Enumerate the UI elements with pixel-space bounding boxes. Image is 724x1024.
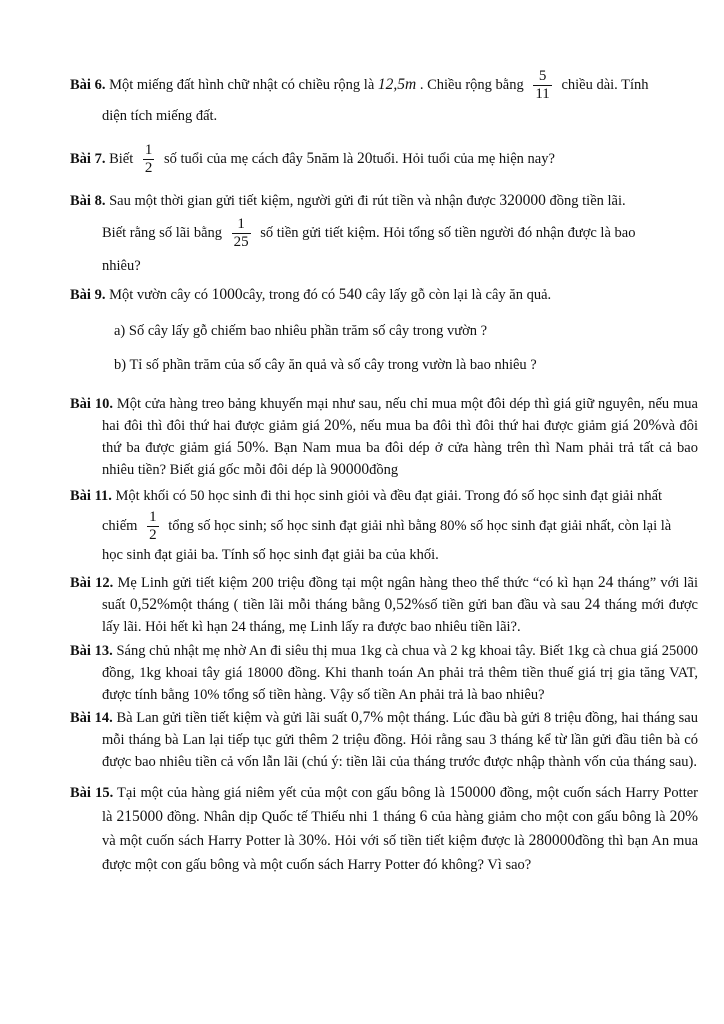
problem-6-line-1 <box>70 68 698 103</box>
problem-10 <box>70 393 698 481</box>
math-value: 5 <box>306 149 315 167</box>
problem-9-part-b: b) Tỉ số phần trăm của số cây ăn quả và số cây trong vườn là bao nhiêu ? <box>114 357 537 373</box>
fraction-numerator: 1 <box>149 509 157 525</box>
problem-13 <box>70 640 698 706</box>
math-value: 24 <box>584 596 601 613</box>
math-value: 0,52% <box>384 596 425 613</box>
math-value: 50% <box>236 439 266 456</box>
math-value: 24 <box>597 574 614 591</box>
fraction <box>147 509 159 544</box>
math-value: 0,7% <box>351 709 384 726</box>
problem-text: Một vườn cây có <box>105 287 212 303</box>
problem-9-part-a: a) Số cây lấy gỗ chiếm bao nhiêu phần trăm số cây trong vườn ? <box>114 323 488 339</box>
fraction-numerator: 1 <box>144 142 153 158</box>
problem-text: . Bạn Nam mua ba đôi dép ở cửa hàng trên thì Nam phải trả tất cả bao nhiêu tiền? Biết giá gốc mỗi đôi dép là <box>102 440 698 478</box>
fraction <box>232 216 251 251</box>
problem-text: . Hỏi với số tiền tiết kiệm được là <box>327 833 529 849</box>
math-value: 0,52% <box>129 596 170 613</box>
problem-text: và một cuốn sách Harry Potter là <box>102 833 299 849</box>
problem-text: tháng <box>379 809 420 825</box>
problem-9 <box>70 284 698 386</box>
problem-text: và đôi thứ ba được giảm giá <box>102 418 698 456</box>
problem-label: Bài 8. <box>70 193 106 209</box>
problem-text: cây, trong đó có <box>242 287 339 303</box>
math-value: 20% <box>324 417 353 434</box>
problem-9-line-1 <box>70 284 698 306</box>
problem-text: số tuổi của mẹ cách đây <box>160 150 307 167</box>
math-value: 6 <box>419 808 428 825</box>
problem-7 <box>70 142 698 177</box>
fraction-denominator: 2 <box>144 160 153 176</box>
problem-15 <box>70 781 698 877</box>
problem-11-line-3: học sinh đạt giải ba. Tính số học sinh đạt giải ba của khối. <box>102 547 439 563</box>
fraction-numerator: 1 <box>232 216 251 234</box>
problem-6-line-2: diện tích miếng đất. <box>102 108 218 124</box>
problem-label: Bài 13. <box>70 643 113 659</box>
problem-text: của hàng giảm cho một con gấu bông là <box>427 809 670 825</box>
math-value: 1000 <box>211 286 243 303</box>
problem-text: Mẹ Linh gửi tiết kiệm 200 triệu đồng tại một ngân hàng theo thể thức “có kì hạn <box>113 575 598 591</box>
problem-12 <box>70 572 698 638</box>
math-value: 150000 <box>449 784 496 801</box>
problem-text: . Chiều rộng bằng <box>416 76 528 93</box>
problem-text: cây lấy gỗ còn lại là cây ăn quả. <box>361 287 552 303</box>
problem-text: số tiền gửi ban đầu và sau <box>424 597 585 613</box>
problem-text: Một khối có 50 học sinh đi thi học sinh giỏi và đều đạt giải. Trong đó số học sinh đạt giải nhất <box>111 488 663 504</box>
problem-text: tháng mới được lấy lãi. Hỏi hết kì hạn 24 tháng, mẹ Linh lấy ra được bao nhiêu tiền lãi?. <box>102 597 698 635</box>
problem-text: Biết <box>105 150 137 167</box>
problem-label: Bài 15. <box>70 785 114 801</box>
problem-text: một tháng. Lúc đầu bà gửi 8 triệu đồng, hai tháng sau mỗi tháng bà Lan lại tiếp tục gửi thêm 2 triệu đồng. Hỏi rằng sau 3 tháng kể từ lần gửi đầu tiên bà có được bao nhiêu tiền cả vốn lẫn lãi (chú ý: tiền lãi của tháng trước được nhập thành vốn của tháng sau). <box>102 710 698 770</box>
problem-label: Bài 12. <box>70 575 114 591</box>
math-value: 90000 <box>330 461 370 478</box>
math-value: 20 <box>356 149 373 167</box>
problem-text: tổng số học sinh; số học sinh đạt giải nhì bằng 80% số học sinh đạt giải nhất, còn lại là <box>164 517 672 534</box>
problem-text: một tháng ( tiền lãi mỗi tháng bằng <box>169 597 385 613</box>
math-value: 20% <box>633 417 662 434</box>
math-value: 20% <box>669 808 698 825</box>
math-value: 30% <box>298 832 328 849</box>
fraction-denominator: 11 <box>535 86 550 102</box>
problem-14 <box>70 707 698 773</box>
problem-8-line-2 <box>70 216 698 251</box>
math-value: 320000 <box>499 192 546 209</box>
problem-text: năm là <box>314 150 357 167</box>
math-value: 12,5m <box>377 75 417 93</box>
problem-text: , nếu mua ba đôi thì đôi thứ hai được giảm giá <box>352 418 633 434</box>
math-value: 540 <box>338 286 362 303</box>
fraction-numerator: 5 <box>533 68 551 86</box>
problem-6 <box>70 68 698 127</box>
fraction-denominator: 25 <box>233 234 249 250</box>
problem-text: đồng tiền lãi. <box>545 193 626 209</box>
math-value: 1 <box>371 808 380 825</box>
problem-11-line-2 <box>70 509 698 544</box>
problem-8-line-1 <box>70 190 698 212</box>
problem-11-line-1 <box>70 485 698 507</box>
fraction <box>533 68 551 103</box>
problem-label: Bài 7. <box>70 150 106 167</box>
problem-label: Bài 14. <box>70 710 113 726</box>
problem-text: Một miếng đất hình chữ nhật có chiều rộng là <box>105 76 378 93</box>
problem-text: đồng <box>369 462 399 478</box>
math-value: 215000 <box>116 808 163 825</box>
problem-text: Một cửa hàng treo bảng khuyến mại như sau, nếu chỉ mua một đôi dép thì giá giữ nguyên, nếu mua hai đôi thì đôi thứ hai được giảm giá <box>102 396 698 434</box>
problem-text: tháng” với lãi suất <box>102 575 699 613</box>
problem-text: Biết rằng số lãi bằng <box>102 224 226 241</box>
problem-11 <box>70 485 698 566</box>
problem-label: Bài 6. <box>70 76 106 93</box>
problem-label: Bài 9. <box>70 287 106 303</box>
problem-8 <box>70 190 698 277</box>
problem-label: Bài 11. <box>70 488 112 504</box>
problem-text: Bà Lan gửi tiền tiết kiệm và gửi lãi suất <box>112 710 352 726</box>
problem-text: Sáng chủ nhật mẹ nhờ An đi siêu thị mua 1kg cà chua và 2 kg khoai tây. Biết 1kg cà chua giá 25000 đồng, 1kg khoai tây giá 18000 đồng. Khi thanh toán An phải trả thêm tiền thuế giá trị gia tăng VAT, được tính bằng 10% tổng số tiền hàng. Vậy số tiền An phải trả là bao nhiêu? <box>102 643 698 703</box>
problem-text: đồng thì bạn An mua được một con gấu bông và một cuốn sách Harry Potter đó không? Vì sao? <box>102 833 699 873</box>
problem-8-line-3: nhiêu? <box>102 258 141 274</box>
problem-text: Sau một thời gian gửi tiết kiệm, người gửi đi rút tiền và nhận được <box>105 193 500 209</box>
problem-text: chiều dài. Tính <box>557 76 649 93</box>
math-value: 280000 <box>528 832 576 849</box>
fraction <box>143 142 155 177</box>
problem-label: Bài 10. <box>70 396 113 412</box>
fraction-denominator: 2 <box>149 527 157 543</box>
problem-text: tuổi. Hỏi tuổi của mẹ hiện nay? <box>372 150 555 167</box>
problem-text: số tiền gửi tiết kiệm. Hỏi tổng số tiền người đó nhận được là bao <box>256 224 636 241</box>
problem-text: đồng. Nhân dịp Quốc tế Thiếu nhi <box>162 809 372 825</box>
problem-text: Tại một của hàng giá niêm yết của một con gấu bông là <box>113 785 450 801</box>
problem-text: chiếm <box>102 517 142 534</box>
problem-text: đồng, một cuốn sách Harry Potter là <box>102 785 698 825</box>
